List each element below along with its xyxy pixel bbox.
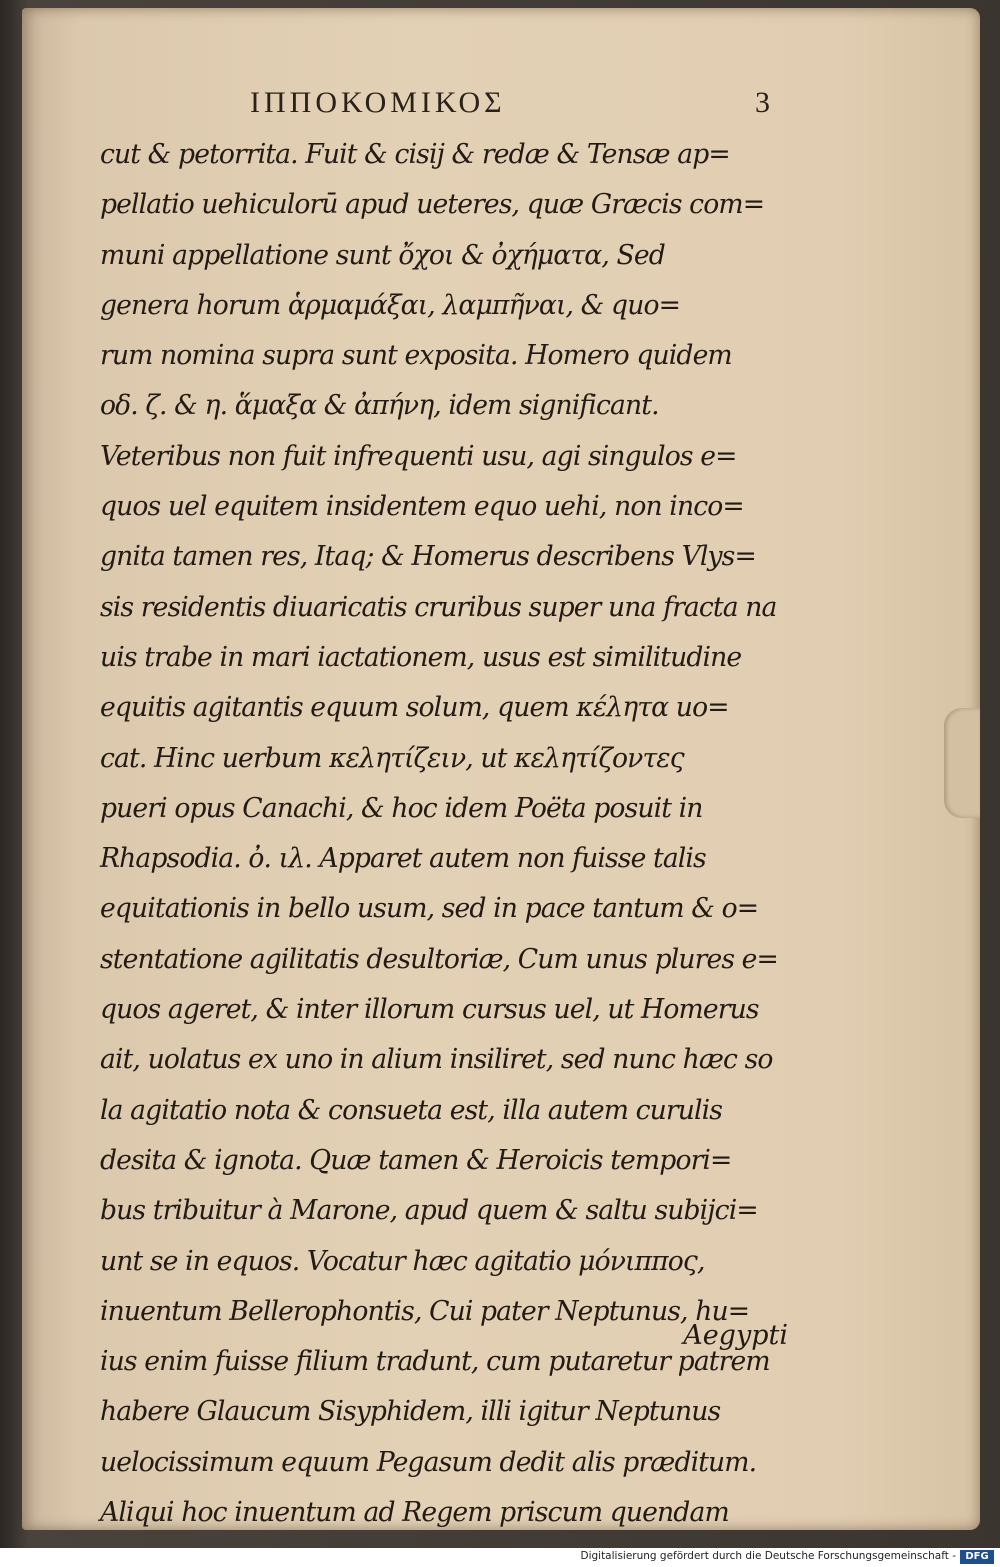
catchword: Aegypti — [683, 1320, 788, 1351]
text-line: pellatio uehiculorū apud ueteres, quæ Græcis com= — [100, 189, 765, 221]
text-line: pueri opus Canachi, & hoc idem Poëta posuit in — [100, 792, 703, 824]
text-line: inuentum Bellerophontis, Cui pater Neptunus, hu= — [100, 1295, 750, 1327]
text-line: stentatione agilitatis desultoriæ, Cum unus plures e= — [100, 943, 778, 975]
text-line: genera horum ἁρμαμάξαι, λαμπῆναι, & quo= — [100, 289, 681, 321]
text-line: Rhapsodia. ὀ. ιλ. Apparet autem non fuisse talis — [100, 843, 706, 875]
text-line: la agitatio nota & consueta est, illa autem curulis — [100, 1094, 723, 1126]
text-line: unt se in equos. Vocatur hæc agitatio μόνιππος, — [100, 1245, 705, 1277]
page-number: 3 — [755, 86, 770, 119]
text-line: rum nomina supra sunt exposita. Homero quidem — [100, 340, 732, 372]
text-line: muni appellatione sunt ὄχοι & ὀχήματα, Sed — [100, 239, 665, 271]
text-line: Veteribus non fuit infrequenti usu, agi singulos e= — [100, 440, 737, 472]
text-line: uelocissimum equum Pegasum dedit alis præditum. — [100, 1446, 757, 1478]
dfg-logo: DFG — [960, 1550, 994, 1564]
text-line: quos ageret, & inter illorum cursus uel, ut Homerus — [100, 994, 759, 1026]
text-line: cat. Hinc uerbum κελητίζειν, ut κελητίζοντες — [100, 742, 684, 774]
page-header — [250, 86, 770, 130]
text-line: οδ. ζ. & η. ἅμαξα & ἀπήνη, idem significant. — [100, 390, 659, 422]
running-head: ΙΠΠΟΚΟΜΙΚΟΣ — [250, 86, 506, 119]
text-line: Aliqui hoc inuentum ad Regem priscum quendam — [100, 1497, 729, 1529]
text-line: quos uel equitem insidentem equo uehi, non inco= — [100, 491, 744, 523]
text-line: gnita tamen res, Itaq; & Homerus describens Vlys= — [100, 541, 756, 573]
text-line: equitis agitantis equum solum, quem κέλητα uo= — [100, 692, 729, 724]
text-line: cut & petorrita. Fuit & cisij & redæ & Tensæ ap= — [100, 139, 730, 170]
page-edge — [944, 708, 980, 818]
text-line: uis trabe in mari iactationem, usus est similitudine — [100, 641, 742, 673]
text-line: desita & ignota. Quæ tamen & Heroicis tempori= — [100, 1144, 732, 1176]
text-line: equitationis in bello usum, sed in pace tantum & o= — [100, 893, 759, 925]
text-line: ait, uolatus ex uno in alium insiliret, sed nunc hæc so — [100, 1044, 773, 1076]
footer-credit: Digitalisierung gefördert durch die Deutsche Forschungsgemeinschaft - — [580, 1550, 956, 1562]
text-line: ius enim fuisse filium tradunt, cum putaretur patrem — [100, 1346, 770, 1378]
text-line: sis residentis diuaricatis cruribus super una fracta na — [100, 591, 777, 623]
text-line: habere Glaucum Sisyphidem, illi igitur Neptunus — [100, 1396, 721, 1428]
text-line: bus tribuitur à Marone, apud quem & saltu subijci= — [100, 1195, 758, 1227]
